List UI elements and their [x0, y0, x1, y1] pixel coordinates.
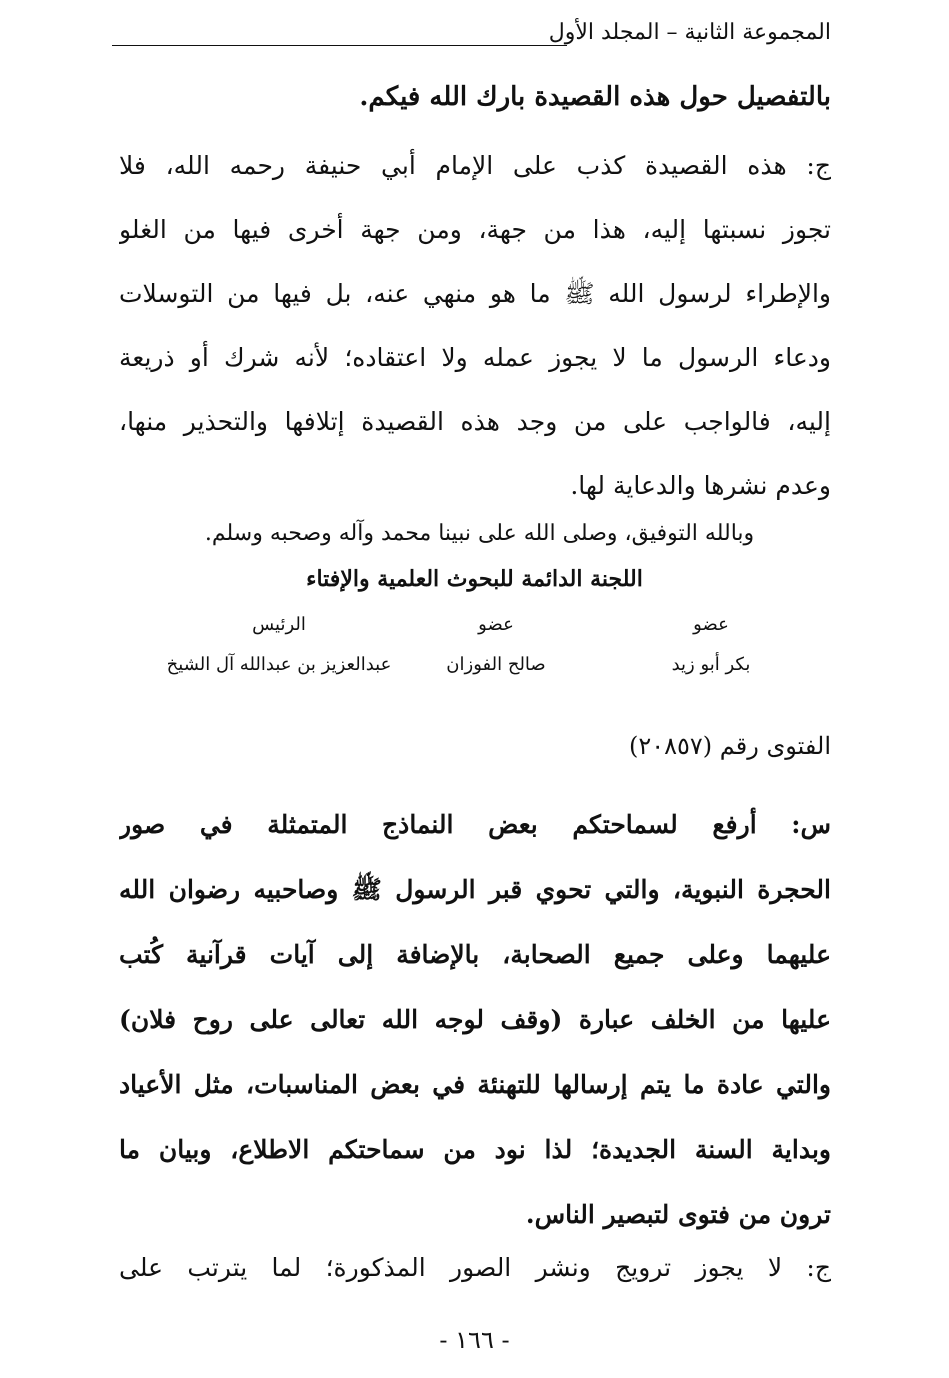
text-line: وبداية السنة الجديدة؛ لذا نود من سماحتكم الاطلاع، وبيان ما	[119, 1135, 831, 1164]
text-line: س: أرفع لسماحتكم بعض النماذج المتمثلة في صور	[119, 810, 831, 839]
text-line: ج: هذه القصيدة كذب على الإمام أبي حنيفة رحمه الله، فلا	[119, 151, 831, 180]
fatwa-number: الفتوى رقم (٢٠٨٥٧)	[628, 732, 831, 760]
signatory-name: بكر أبو زيد	[671, 654, 751, 675]
text-line: إليه، فالواجب على من وجد هذه القصيدة إتلافها والتحذير منها،	[119, 407, 831, 436]
header-rule	[112, 45, 567, 46]
text-line: والتي عادة ما يتم إرسالها للتهنئة في بعض المناسبات، مثل الأعياد	[119, 1070, 831, 1099]
text-line: بالتفصيل حول هذه القصيدة بارك الله فيكم.	[359, 82, 831, 112]
page-number: - ١٦٦ -	[439, 1326, 510, 1354]
signatory-role: عضو	[478, 614, 514, 635]
text-line: وعدم نشرها والدعاية لها.	[570, 471, 831, 500]
text-line: ج: لا يجوز ترويج ونشر الصور المذكورة؛ لما يترتب على	[119, 1253, 831, 1282]
signatory-name: عبدالعزيز بن عبدالله آل الشيخ	[166, 654, 392, 675]
question	[119, 792, 831, 1247]
signatory-role: عضو	[693, 614, 729, 635]
text-line: الحجرة النبوية، والتي تحوي قبر الرسول ﷺ وصاحبيه رضوان الله	[119, 875, 831, 904]
text-line: ودعاء الرسول ما لا يجوز عمله ولا اعتقاده؛ لأنه شرك أو ذريعة	[119, 343, 831, 372]
signatory-name: صالح الفوزان	[446, 654, 546, 675]
question-continuation	[119, 66, 831, 128]
text-line: والإطراء لرسول الله ﷺ ما هو منهي عنه، بل فيها من التوسلات	[119, 279, 831, 308]
answer-1	[119, 134, 831, 518]
running-header: المجموعة الثانية – المجلد الأول	[548, 20, 831, 45]
signatory-role: الرئيس	[252, 614, 306, 635]
text-line: ترون من فتوى لتبصير الناس.	[525, 1200, 831, 1229]
signatory-president	[149, 612, 409, 680]
signatory-member-2	[421, 612, 571, 680]
committee-name: اللجنة الدائمة للبحوث العلمية والإفتاء	[306, 566, 643, 592]
text-line: تجوز نسبتها إليه، هذا من جهة، ومن جهة أخرى فيها من الغلو	[119, 215, 831, 244]
text-line: عليها من الخلف عبارة (وقف لوجه الله تعالى على روح فلان)	[119, 1005, 831, 1034]
answer-2	[119, 1236, 831, 1300]
closing-line: وبالله التوفيق، وصلى الله على نبينا محمد وآله وصحبه وسلم.	[204, 521, 755, 546]
signatory-member-1	[651, 612, 771, 680]
text-line: عليهما وعلى جميع الصحابة، بالإضافة إلى آيات قرآنية كُتب	[119, 940, 831, 969]
